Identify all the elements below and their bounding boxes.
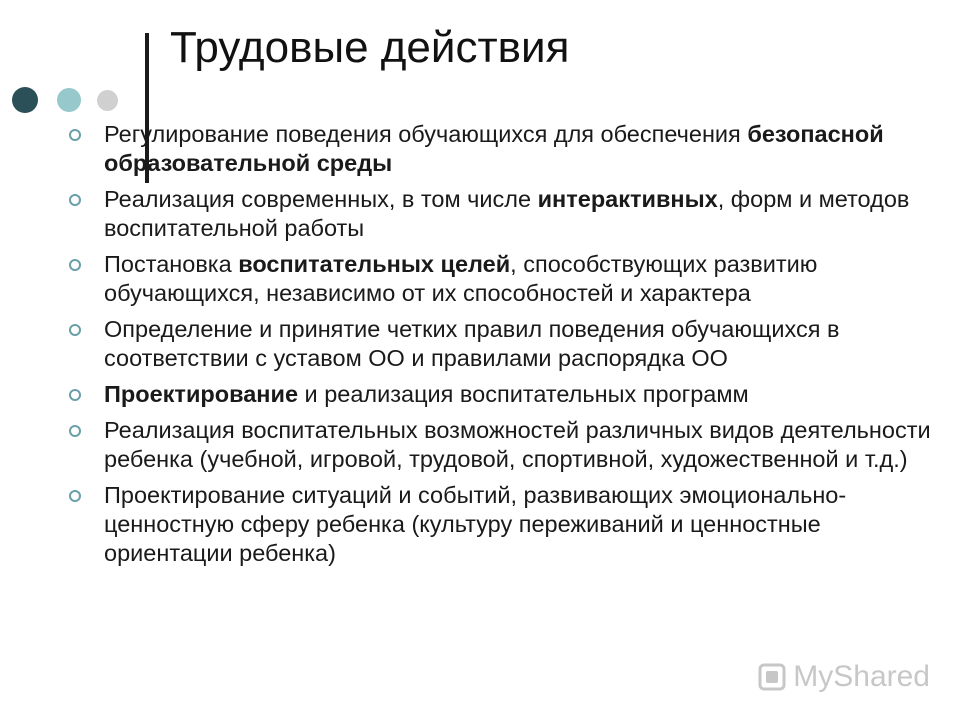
decor-dot-light xyxy=(57,88,81,112)
bullet-ring-icon xyxy=(69,389,81,401)
decor-dot-dark xyxy=(12,87,38,113)
bullet-ring-icon xyxy=(69,324,81,336)
bullet-item xyxy=(68,185,938,243)
bullet-text-bold: воспитательных целей xyxy=(238,251,511,277)
bullet-text: Постановка xyxy=(104,251,239,277)
bullet-ring-icon xyxy=(69,259,81,271)
bullet-text-bold: интерактивных xyxy=(537,186,718,212)
bullet-text: , форм и методов воспитательной работы xyxy=(104,186,910,241)
decor-dot-grey xyxy=(97,90,118,111)
bullet-text: Реализация воспитательных возможностей различных видов деятельности ребенка (учебной, игровой, трудовой, спортивной, художественной и т.д.) xyxy=(104,417,931,472)
bullet-item xyxy=(68,120,938,178)
bullet-ring-icon xyxy=(69,425,81,437)
bullet-ring-icon xyxy=(69,194,81,206)
bullet-text: Реализация современных, в том числе xyxy=(104,186,538,212)
bullet-text: , способствующих развитию обучающихся, независимо от их способностей и характера xyxy=(104,251,818,306)
bullet-ring-icon xyxy=(69,490,81,502)
watermark-text: MyShared xyxy=(793,660,930,693)
bullet-text: Регулирование поведения обучающихся для обеспечения xyxy=(104,121,748,147)
bullet-item xyxy=(68,250,938,308)
bullet-text: и реализация воспитательных программ xyxy=(298,381,749,407)
bullet-text: Определение и принятие четких правил поведения обучающихся в соответствии с уставом ОО и правилами распорядка ОО xyxy=(104,316,840,371)
bullet-text-bold: Проектирование xyxy=(104,381,299,407)
watermark xyxy=(757,660,930,694)
bullet-list xyxy=(68,120,938,575)
bullet-item xyxy=(68,416,938,474)
bullet-text-bold: безопасной образовательной среды xyxy=(104,121,884,176)
slide-title: Трудовые действия xyxy=(170,23,570,72)
bullet-item xyxy=(68,315,938,373)
bullet-text: Проектирование ситуаций и событий, развивающих эмоционально-ценностную сферу ребенка (культуру переживаний и ценностные ориентации ребенка) xyxy=(104,482,847,566)
bullet-ring-icon xyxy=(69,129,81,141)
bullet-item xyxy=(68,481,938,568)
bullet-item xyxy=(68,380,938,409)
myshared-logo-icon xyxy=(757,662,787,692)
